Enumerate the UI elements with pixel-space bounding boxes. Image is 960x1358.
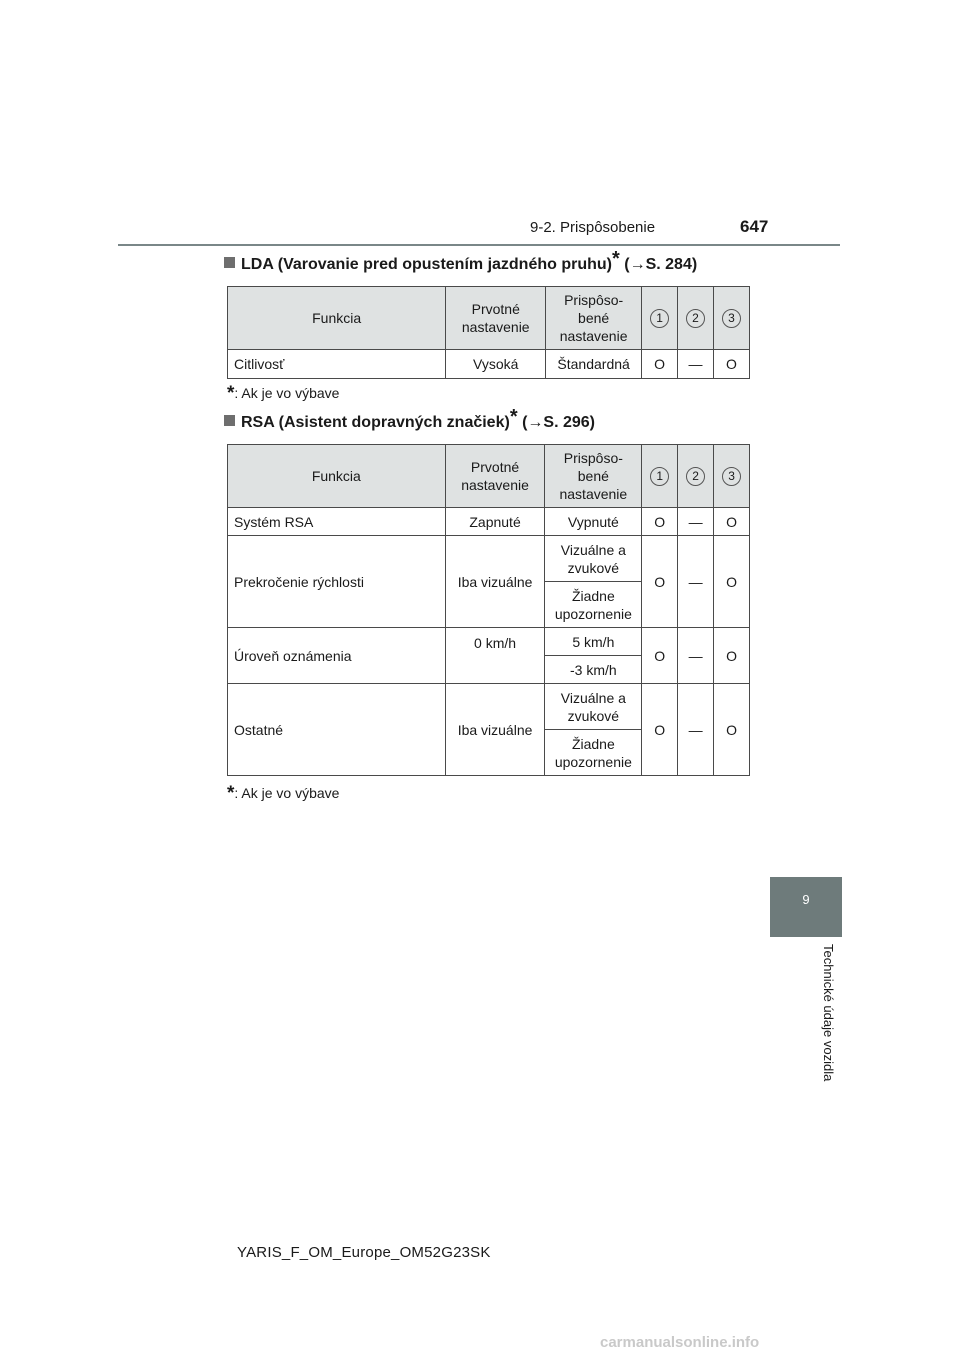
cell-c1: O [642, 350, 678, 379]
table-row [228, 350, 750, 379]
cell-custom-option: 5 km/h [545, 628, 642, 656]
rsa-footnote [227, 783, 339, 805]
cell-initial: Zapnuté [445, 508, 545, 536]
cell-custom-option: Vizuálne a zvukové [545, 536, 642, 582]
cell-c3: O [714, 628, 750, 684]
table-row [228, 536, 750, 582]
lda-page-ref[interactable]: (→S. 284) [624, 256, 698, 273]
circled-3-icon: 3 [722, 309, 741, 328]
asterisk-icon: * [509, 406, 518, 428]
page-number: 647 [740, 217, 769, 236]
header-divider [118, 244, 840, 246]
cell-function: Prekročenie rýchlosti [228, 536, 446, 628]
col-3 [714, 287, 750, 350]
cell-custom-option: Žiadne upozornenie [545, 730, 642, 776]
watermark[interactable]: carmanualsonline.info [600, 1334, 760, 1351]
lda-table [227, 286, 750, 379]
rsa-title-text: RSA (Asistent dopravných značiek) [241, 414, 510, 431]
cell-initial: 0 km/h [445, 628, 545, 684]
col-function: Funkcia [228, 445, 446, 508]
cell-c1: O [642, 536, 678, 628]
col-3 [714, 445, 750, 508]
table-header-row [228, 445, 750, 508]
col-initial: Prvotné nastavenie [446, 287, 546, 350]
chapter-tab[interactable]: 9 [770, 877, 842, 937]
lda-section-title [224, 248, 698, 274]
col-custom: Prispôso-bené nastavenie [546, 287, 642, 350]
cell-custom-option: Vizuálne a zvukové [545, 684, 642, 730]
col-1 [642, 445, 678, 508]
chapter-label: Technické údaje vozidla [821, 944, 836, 1082]
cell-function: Citlivosť [228, 350, 446, 379]
col-custom: Prispôso-bené nastavenie [545, 445, 642, 508]
circled-2-icon: 2 [686, 467, 705, 486]
cell-function: Systém RSA [228, 508, 446, 536]
cell-c3: O [714, 508, 750, 536]
cell-c2: — [678, 350, 714, 379]
cell-c2: — [678, 684, 714, 776]
circled-1-icon: 1 [650, 467, 669, 486]
cell-c3: O [714, 684, 750, 776]
cell-c1: O [642, 508, 678, 536]
asterisk-icon: * [612, 248, 620, 270]
asterisk-icon: * [227, 383, 235, 404]
cell-c2: — [678, 508, 714, 536]
rsa-section-title [224, 406, 595, 432]
circled-1-icon: 1 [650, 309, 669, 328]
square-bullet-icon [224, 257, 235, 268]
cell-c1: O [642, 628, 678, 684]
cell-function: Úroveň oznámenia [228, 628, 446, 684]
asterisk-icon: * [227, 783, 235, 804]
document-code: YARIS_F_OM_Europe_OM52G23SK [237, 1244, 491, 1261]
cell-c2: — [678, 536, 714, 628]
cell-c3: O [714, 536, 750, 628]
cell-custom-option: -3 km/h [545, 656, 642, 684]
cell-custom: Štandardná [546, 350, 642, 379]
circled-3-icon: 3 [722, 467, 741, 486]
circled-2-icon: 2 [686, 309, 705, 328]
col-2 [678, 445, 714, 508]
table-row [228, 628, 750, 656]
cell-function: Ostatné [228, 684, 446, 776]
cell-initial: Iba vizuálne [445, 536, 545, 628]
cell-c3: O [714, 350, 750, 379]
square-bullet-icon [224, 415, 235, 426]
cell-c1: O [642, 684, 678, 776]
col-1 [642, 287, 678, 350]
col-initial: Prvotné nastavenie [445, 445, 545, 508]
cell-custom-option: Žiadne upozornenie [545, 582, 642, 628]
lda-title-text: LDA (Varovanie pred opustením jazdného pruhu) [241, 256, 612, 273]
cell-c2: — [678, 628, 714, 684]
lda-note-text: : Ak je vo výbave [234, 385, 340, 401]
cell-initial: Vysoká [446, 350, 546, 379]
col-2 [678, 287, 714, 350]
rsa-table [227, 444, 750, 776]
table-header-row [228, 287, 750, 350]
rsa-page-ref[interactable]: (→S. 296) [522, 414, 595, 431]
col-function: Funkcia [228, 287, 446, 350]
rsa-note-text: : Ak je vo výbave [234, 785, 340, 801]
section-header: 9-2. Prispôsobenie [530, 219, 656, 236]
cell-initial: Iba vizuálne [445, 684, 545, 776]
lda-footnote [227, 383, 339, 405]
table-row [228, 508, 750, 536]
cell-custom: Vypnuté [545, 508, 642, 536]
table-row [228, 684, 750, 730]
